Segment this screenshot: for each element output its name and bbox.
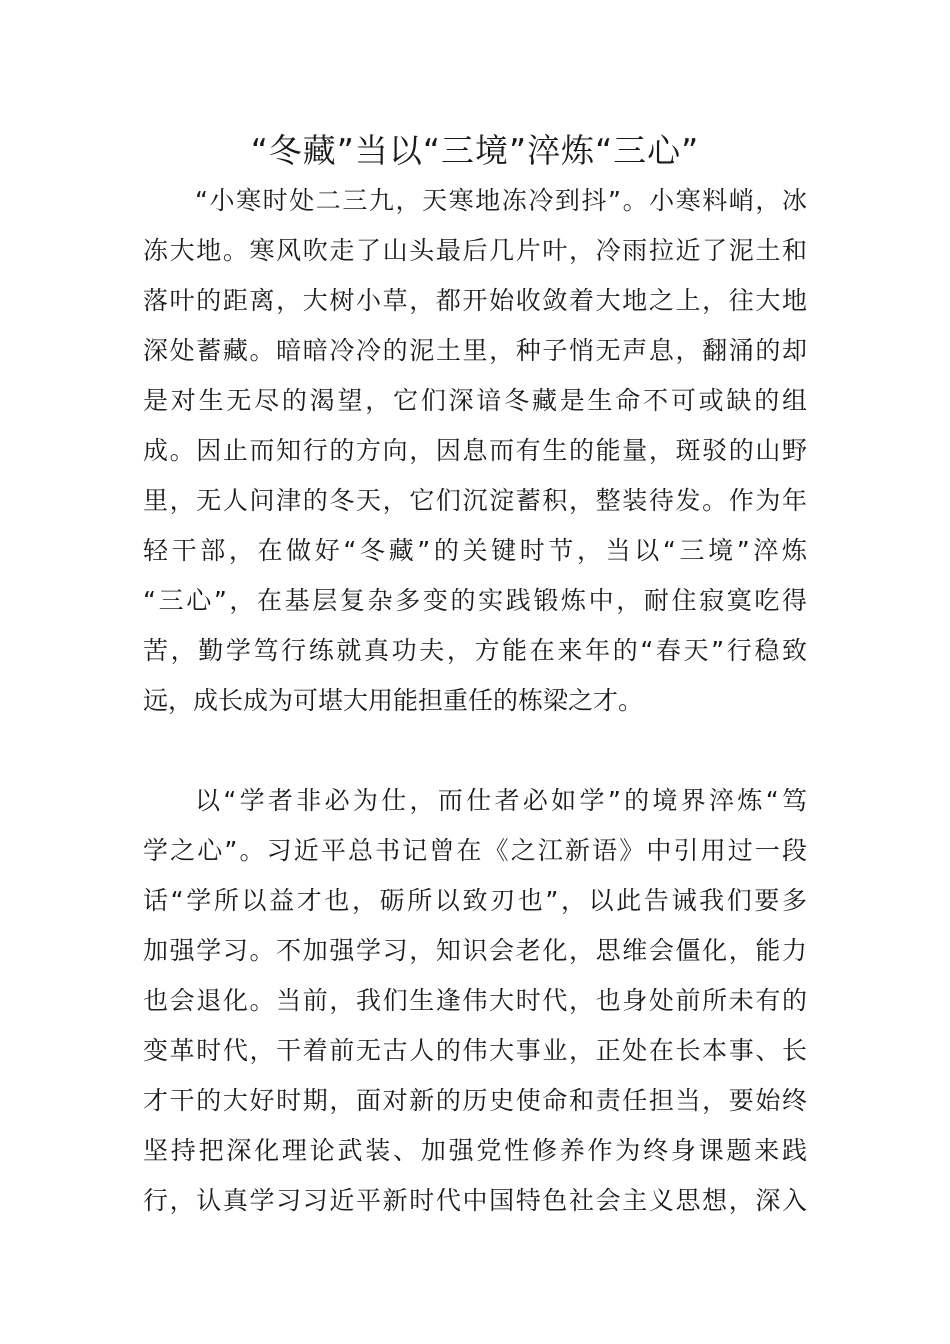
document-title: “冬藏”当以“三境”淬炼“三心”	[250, 131, 700, 170]
text-line: 苦，勤学笃行练就真功夫，方能在来年的“春天”行稳致	[143, 636, 807, 665]
text-line: 话“学所以益才也，砺所以致刃也”，以此告诫我们要多	[143, 886, 807, 915]
text-line: 轻干部，在做好“冬藏”的关键时节，当以“三境”淬炼	[143, 536, 807, 565]
text-line: 冻大地。寒风吹走了山头最后几片叶，冷雨拉近了泥土和	[143, 236, 807, 265]
text-line: 成。因止而知行的方向，因息而有生的能量，斑驳的山野	[143, 436, 807, 465]
text-line: 是对生无尽的渴望，它们深谙冬藏是生命不可或缺的组	[143, 386, 807, 415]
text-line: 以“学者非必为仕，而仕者必如学”的境界淬炼“笃	[195, 786, 807, 815]
text-line: 变革时代，干着前无古人的伟大事业，正处在长本事、长	[143, 1036, 807, 1065]
text-line: 里，无人问津的冬天，它们沉淀蓄积，整装待发。作为年	[143, 486, 807, 515]
text-line: 坚持把深化理论武装、加强党性修养作为终身课题来践	[143, 1136, 807, 1165]
paragraph-2	[143, 776, 807, 1226]
text-line: 行，认真学习习近平新时代中国特色社会主义思想，深入	[143, 1186, 807, 1215]
text-line: 才干的大好时期，面对新的历史使命和责任担当，要始终	[143, 1086, 807, 1115]
text-line: 加强学习。不加强学习，知识会老化，思维会僵化，能力	[143, 936, 807, 965]
text-line: 落叶的距离，大树小草，都开始收敛着大地之上，往大地	[143, 286, 807, 315]
text-line: 也会退化。当前，我们生逢伟大时代，也身处前所未有的	[143, 986, 807, 1015]
text-line: “三心”，在基层复杂多变的实践锻炼中，耐住寂寞吃得	[143, 586, 807, 615]
text-line: 学之心”。习近平总书记曾在《之江新语》中引用过一段	[143, 836, 807, 865]
paragraph-1	[143, 176, 807, 726]
text-line: 深处蓄藏。暗暗冷冷的泥土里，种子悄无声息，翻涌的却	[143, 336, 807, 365]
text-line: “小寒时处二三九，天寒地冻冷到抖”。小寒料峭，冰	[195, 186, 807, 215]
text-line: 远，成长成为可堪大用能担重任的栋梁之才。	[143, 686, 644, 715]
